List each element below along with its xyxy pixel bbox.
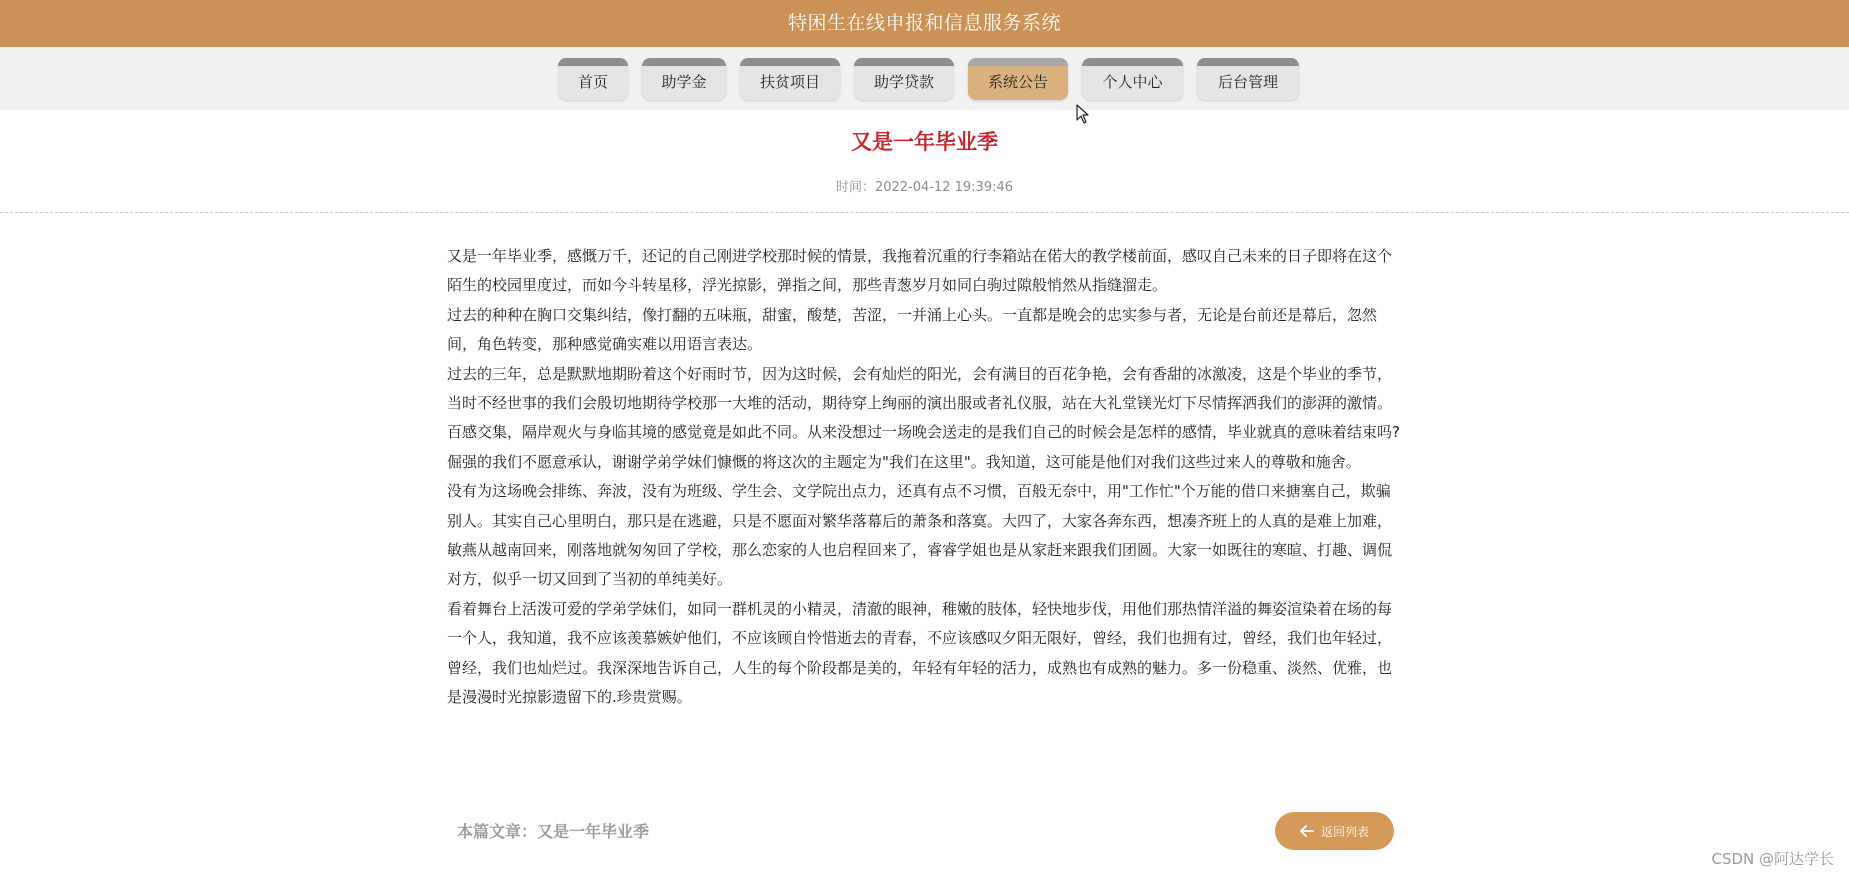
nav-item-admin[interactable] xyxy=(1197,58,1299,100)
nav-item-student-loans[interactable] xyxy=(854,58,954,100)
nav-item-poverty-projects[interactable] xyxy=(740,58,840,100)
article-timestamp: 时间：2022-04-12 19:39:46 xyxy=(835,180,1014,195)
nav-menu xyxy=(558,58,1313,100)
nav-bar xyxy=(0,47,1849,110)
mouse-cursor-icon xyxy=(1076,104,1090,124)
nav-item-grants[interactable] xyxy=(642,58,726,100)
nav-item-label: 助学金 xyxy=(661,73,707,91)
system-title: 特困生在线申报和信息服务系统 xyxy=(787,12,1061,34)
article-paragraph: 百感交集，隔岸观火与身临其境的感觉竟是如此不同。从来没想过一场晚会送走的是我们自己的时候会是怎样的感情，毕业就真的意味着结束吗?倔强的我们不愿意承认，谢谢学弟学妹们慷慨的将这次的主题定为"我们在这里"。我知道，这可能是他们对我们这些过来人的尊敬和施舍。 xyxy=(447,423,1400,471)
nav-item-label: 后台管理 xyxy=(1217,73,1278,91)
article-paragraph: 没有为这场晚会排练、奔波，没有为班级、学生会、文学院出点力，还真有点不习惯，百般无奈中，用"工作忙"个万能的借口来搪塞自己，欺骗别人。其实自己心里明白，那只是在逃避，只是不愿面对繁华落幕后的萧条和落寞。大四了，大家各奔东西，想凑齐班上的人真的是难上加难，敏燕从越南回来，刚落地就匆匆回了学校，那么恋家的人也启程回来了，睿睿学姐也是从家赶来跟我们团圆。大家一如既往的寒暄、打趣、调侃对方，似乎一切又回到了当初的单纯美好。 xyxy=(447,482,1393,589)
nav-item-home[interactable] xyxy=(558,58,628,100)
article-paragraph: 过去的种种在胸口交集纠结，像打翻的五味瓶，甜蜜，酸楚，苦涩，一并涌上心头。一直都是晚会的忠实参与者，无论是台前还是幕后，忽然间，角色转变，那种感觉确实难以用语言表达。 xyxy=(447,305,1378,354)
back-to-list-button[interactable] xyxy=(1275,812,1394,850)
article-paragraph: 又是一年毕业季，感慨万千，还记的自己刚进学校那时候的情景，我拖着沉重的行李箱站在偌大的教学楼前面，感叹自己未来的日子即将在这个陌生的校园里度过，而如今斗转星移，浮光掠影，弹指之间，那些青葱岁月如同白驹过隙般悄然从指缝溜走。 xyxy=(447,247,1393,295)
article-title: 又是一年毕业季 xyxy=(851,130,998,154)
nav-item-label: 系统公告 xyxy=(987,73,1048,91)
nav-item-label: 助学贷款 xyxy=(873,73,934,91)
nav-item-label: 扶贫项目 xyxy=(759,73,820,91)
arrow-left-icon xyxy=(1300,825,1314,837)
nav-item-label: 首页 xyxy=(577,73,608,91)
nav-item-personal-center[interactable] xyxy=(1082,58,1183,100)
article-paragraph: 看着舞台上活泼可爱的学弟学妹们，如同一群机灵的小精灵，清澈的眼神，稚嫩的肢体，轻快地步伐，用他们那热情洋溢的舞姿渲染着在场的每一个人，我知道，我不应该羡慕嫉妒他们，不应该顾自怜惜逝去的青春，不应该感叹夕阳无限好，曾经，我们也拥有过，曾经，我们也年轻过，曾经，我们也灿烂过。我深深地告诉自己，人生的每个阶段都是美的，年轻有年轻的活力，成熟也有成熟的魅力。多一份稳重、淡然、优雅，也是漫漫时光掠影遗留下的.珍贵赏赐。 xyxy=(447,599,1393,707)
nav-item-announcements[interactable] xyxy=(968,58,1068,100)
current-article-label: 本篇文章：又是一年毕业季 xyxy=(457,822,650,841)
back-button-label: 返回列表 xyxy=(1320,824,1369,839)
nav-item-label: 个人中心 xyxy=(1102,73,1163,91)
header-divider xyxy=(0,212,1849,213)
csdn-watermark: CSDN @阿达学长 xyxy=(1711,850,1834,868)
system-header xyxy=(0,0,1849,47)
article-body xyxy=(447,242,1405,713)
article-paragraph: 过去的三年，总是默默地期盼着这个好雨时节，因为这时候，会有灿烂的阳光，会有满目的百花争艳，会有香甜的冰激凌，这是个毕业的季节，当时不经世事的我们会殷切地期待学校那一大堆的活动，期待穿上绚丽的演出服或者礼仪服，站在大礼堂镁光灯下尽情挥洒我们的澎湃的激情。 xyxy=(447,364,1393,413)
